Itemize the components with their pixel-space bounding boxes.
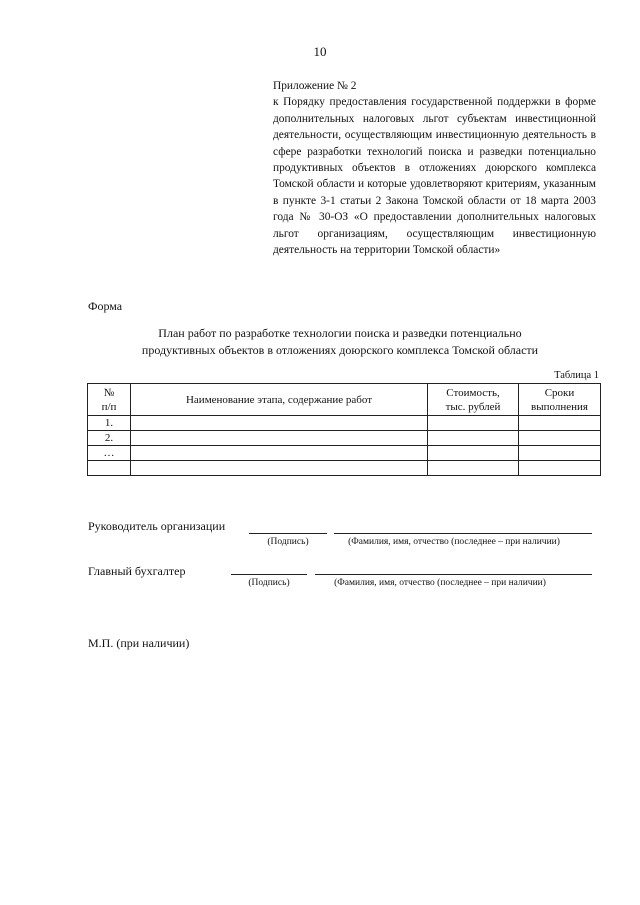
- table-row: [88, 446, 601, 461]
- header-num: [88, 384, 131, 416]
- cell-cost[interactable]: [428, 461, 519, 476]
- table-row: [88, 416, 601, 431]
- head-signature-label: Руководитель организации: [88, 519, 226, 533]
- cell-stage[interactable]: [131, 431, 428, 446]
- table-row: [88, 431, 601, 446]
- header-cost: [428, 384, 519, 416]
- table-label: Таблица 1: [554, 370, 599, 381]
- accountant-name-caption: (Фамилия, имя, отчество (последнее – при наличии): [334, 578, 546, 588]
- table-row: [88, 461, 601, 476]
- accountant-signature-caption: (Подпись): [248, 578, 290, 588]
- cell-term[interactable]: [519, 416, 601, 431]
- cell-term[interactable]: [519, 431, 601, 446]
- cell-cost[interactable]: [428, 431, 519, 446]
- work-plan-table: [87, 383, 601, 476]
- cell-num[interactable]: 1.: [88, 416, 131, 431]
- form-label: Форма: [88, 299, 123, 313]
- cell-num[interactable]: [88, 461, 131, 476]
- cell-cost[interactable]: [428, 416, 519, 431]
- appendix-body: к Порядку предоставления государственной поддержки в форме дополнительных налоговых льгот субъектам инвестиционной деятельности, осуществляющим инвестиционную деятельность в сфере разработки технологий поиска и разведки потенциально продуктивных объектов в отложениях доюрского комплекса Томской области и которые удовлетворяют критериям, указанным в пункте 3-1 статьи 2 Закона Томской области от 18 марта 2003 года № 30-ОЗ «О предоставлении дополнительных налоговых льгот организациям, осуществляющим инвестиционную деятельность на территории Томской области»: [273, 96, 596, 257]
- header-num-line-2: п/п: [101, 400, 117, 413]
- appendix-title: Приложение № 2: [273, 80, 357, 92]
- cell-stage[interactable]: [131, 416, 428, 431]
- page-number: 10: [313, 44, 327, 59]
- cell-num[interactable]: 2.: [88, 431, 131, 446]
- header-cost-line-2: тыс. рублей: [445, 400, 501, 413]
- accountant-signature-label: Главный бухгалтер: [88, 564, 186, 578]
- plan-title: [60, 325, 620, 358]
- cell-num[interactable]: …: [88, 446, 131, 461]
- accountant-name-line[interactable]: [315, 574, 592, 575]
- appendix-block: [273, 78, 596, 258]
- header-term-line-2: выполнения: [531, 400, 588, 413]
- plan-title-line-2: продуктивных объектов в отложениях доюрского комплекса Томской области: [141, 342, 539, 357]
- head-name-caption: (Фамилия, имя, отчество (последнее – при наличии): [348, 537, 560, 547]
- cell-stage[interactable]: [131, 461, 428, 476]
- header-term: [519, 384, 601, 416]
- accountant-signature-line[interactable]: [231, 574, 307, 575]
- header-term-line-1: Сроки: [544, 386, 575, 399]
- seal-note: М.П. (при наличии): [88, 636, 190, 650]
- header-num-line-1: №: [103, 386, 115, 399]
- head-signature-line[interactable]: [249, 533, 327, 534]
- table-header-row: [88, 384, 601, 416]
- cell-stage[interactable]: [131, 446, 428, 461]
- head-name-line[interactable]: [334, 533, 592, 534]
- cell-term[interactable]: [519, 446, 601, 461]
- cell-term[interactable]: [519, 461, 601, 476]
- plan-title-line-1: План работ по разработке технологии поиска и разведки потенциально: [158, 326, 522, 340]
- header-cost-line-1: Стоимость,: [446, 386, 500, 399]
- header-stage: Наименование этапа, содержание работ: [131, 384, 428, 416]
- head-signature-caption: (Подпись): [267, 537, 309, 547]
- cell-cost[interactable]: [428, 446, 519, 461]
